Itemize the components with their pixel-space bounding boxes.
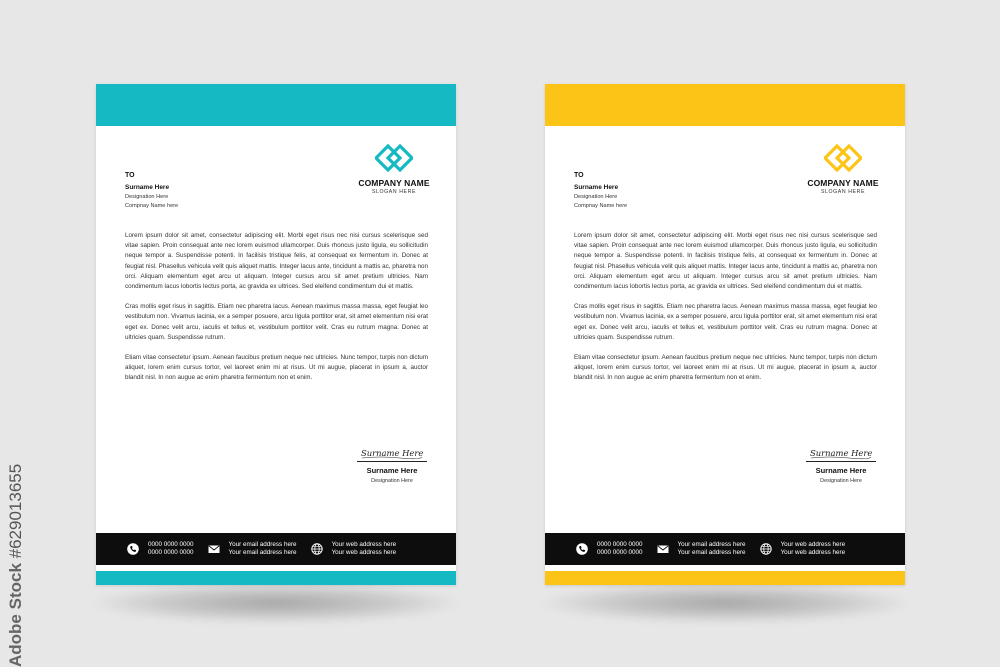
company-name: COMPANY NAME [807,178,879,188]
top-accent-band [96,84,456,126]
sheet-shadow [92,583,460,623]
phone-number: 0000 0000 0000 [597,541,643,548]
svg-text:Surname Here: Surname Here [361,448,424,458]
web-address: Your web address here [331,549,397,556]
contact-footer [545,533,905,565]
top-accent-band [545,84,905,126]
diamond-logo-icon [824,144,862,172]
watermark-id: #629013655 [6,463,25,559]
web-address: Your web address here [780,541,846,548]
phone-icon [576,543,588,555]
phone-number: 0000 0000 0000 [148,549,194,556]
stock-watermark [6,464,26,667]
signer-designation: Designation Here [820,478,862,484]
svg-text:Surname Here: Surname Here [810,448,873,458]
globe-icon [311,543,323,555]
recipient-company: Compnay Name here [574,203,628,209]
web-address: Your web address here [780,549,846,556]
to-label: TO [574,172,584,179]
body-paragraph: Cras mollis eget risus in sagittis. Etiam nec pharetra lacus. Aenean maximus massa massa, eget feugiat leo vestibulum non. Vivamus lacinia, ex a semper posuere, arcu ligula porttitor erat, sit amet elementum nisi erat eget ex. Donec velit arcu, iaculis et tellus et, vestibulum porttitor velit. Cras eu rutrum magna. Donec at ultricies quam. Suspendisse rutrum. [574,303,877,341]
footer-web [311,541,397,557]
signer-designation: Designation Here [371,478,413,484]
recipient-name: Surname Here [574,184,619,191]
company-logo [803,144,883,195]
company-slogan: SLOGAN HERE [371,189,417,195]
phone-number: 0000 0000 0000 [148,541,194,548]
recipient-name: Surname Here [125,184,170,191]
company-logo [354,144,434,195]
letter-body [574,231,877,394]
footer-email [657,541,746,557]
company-name: COMPANY NAME [358,178,430,188]
sheet-shadow [541,583,909,623]
letter-body [125,231,428,394]
signature-script [360,446,424,460]
to-label: TO [125,172,135,179]
email-address: Your email address here [228,549,297,556]
watermark-brand: Adobe Stock [6,563,25,667]
recipient-designation: Designation Here [125,194,169,200]
email-address: Your email address here [677,541,746,548]
letterhead-teal [96,84,456,585]
recipient-block [125,172,178,212]
phone-number: 0000 0000 0000 [597,549,643,556]
globe-icon [760,543,772,555]
web-address: Your web address here [331,541,397,548]
signer-name: Surname Here [366,466,418,475]
signature-line [806,461,876,462]
signer-name: Surname Here [815,466,867,475]
signature-block [357,446,427,484]
signature-block [806,446,876,484]
diamond-logo-icon [375,144,413,172]
email-icon [208,543,220,555]
letterhead-yellow [545,84,905,585]
bottom-accent-band [545,571,905,585]
recipient-designation: Designation Here [574,194,618,200]
footer-email [208,541,297,557]
footer-web [760,541,846,557]
company-slogan: SLOGAN HERE [820,189,866,195]
email-icon [657,543,669,555]
body-paragraph: Lorem ipsum dolor sit amet, consectetur adipiscing elit. Morbi eget risus nec nisi cursus scelerisque sed vitae sapien. Proin consequat ante nec lorem euismod ullamcorper. Duis rhoncus justo ligula, eu sollicitudin neque tempor a. Suspendisse potenti. In facilisis tristique felis, at consequat ex fermentum in. Donec at feugiat nisl. Phasellus vehicula velit quis aliquet mattis. Integer lacus ante, tincidunt a mattis ac, pharetra non orci. Aliquam elementum eget arcu ut aliquam. Integer cursus arcu sit amet pretium ultricies. Nam condimentum lacus lobortis lectus porta, ac gravida ex ultrices. Sed eleifend condimentum dui et mattis. [125,232,428,291]
signature-script [809,446,873,460]
body-paragraph: Etiam vitae consectetur ipsum. Aenean faucibus pretium neque nec ultricies. Nunc tempor, turpis non dictum aliquet, lorem enim cursus tortor, vel laoreet enim mi at risus. Ut mi augue, placerat in ipsum a, auctor blandit nisl. In non augue ac enim pharetra fermentum non et enim. [574,354,877,382]
signature-line [357,461,427,462]
bottom-accent-band [96,571,456,585]
phone-icon [127,543,139,555]
body-paragraph: Etiam vitae consectetur ipsum. Aenean faucibus pretium neque nec ultricies. Nunc tempor, turpis non dictum aliquet, lorem enim cursus tortor, vel laoreet enim mi at risus. Ut mi augue, placerat in ipsum a, auctor blandit nisl. In non augue ac enim pharetra fermentum non et enim. [125,354,428,382]
contact-footer [96,533,456,565]
email-address: Your email address here [677,549,746,556]
footer-phone [127,541,194,557]
recipient-company: Compnay Name here [125,203,179,209]
footer-phone [576,541,643,557]
email-address: Your email address here [228,541,297,548]
recipient-block [574,172,627,212]
body-paragraph: Lorem ipsum dolor sit amet, consectetur adipiscing elit. Morbi eget risus nec nisi cursus scelerisque sed vitae sapien. Proin consequat ante nec lorem euismod ullamcorper. Duis rhoncus justo ligula, eu sollicitudin neque tempor a. Suspendisse potenti. In facilisis tristique felis, at consequat ex fermentum in. Donec at feugiat nisl. Phasellus vehicula velit quis aliquet mattis. Integer lacus ante, tincidunt a mattis ac, pharetra non orci. Aliquam elementum eget arcu ut aliquam. Integer cursus arcu sit amet pretium ultricies. Nam condimentum lacus lobortis lectus porta, ac gravida ex ultrices. Sed eleifend condimentum dui et mattis. [574,232,877,291]
body-paragraph: Cras mollis eget risus in sagittis. Etiam nec pharetra lacus. Aenean maximus massa massa, eget feugiat leo vestibulum non. Vivamus lacinia, ex a semper posuere, arcu ligula porttitor erat, sit amet elementum nisi erat eget ex. Donec velit arcu, iaculis et tellus et, vestibulum porttitor velit. Cras eu rutrum magna. Donec at ultricies quam. Suspendisse rutrum. [125,303,428,341]
